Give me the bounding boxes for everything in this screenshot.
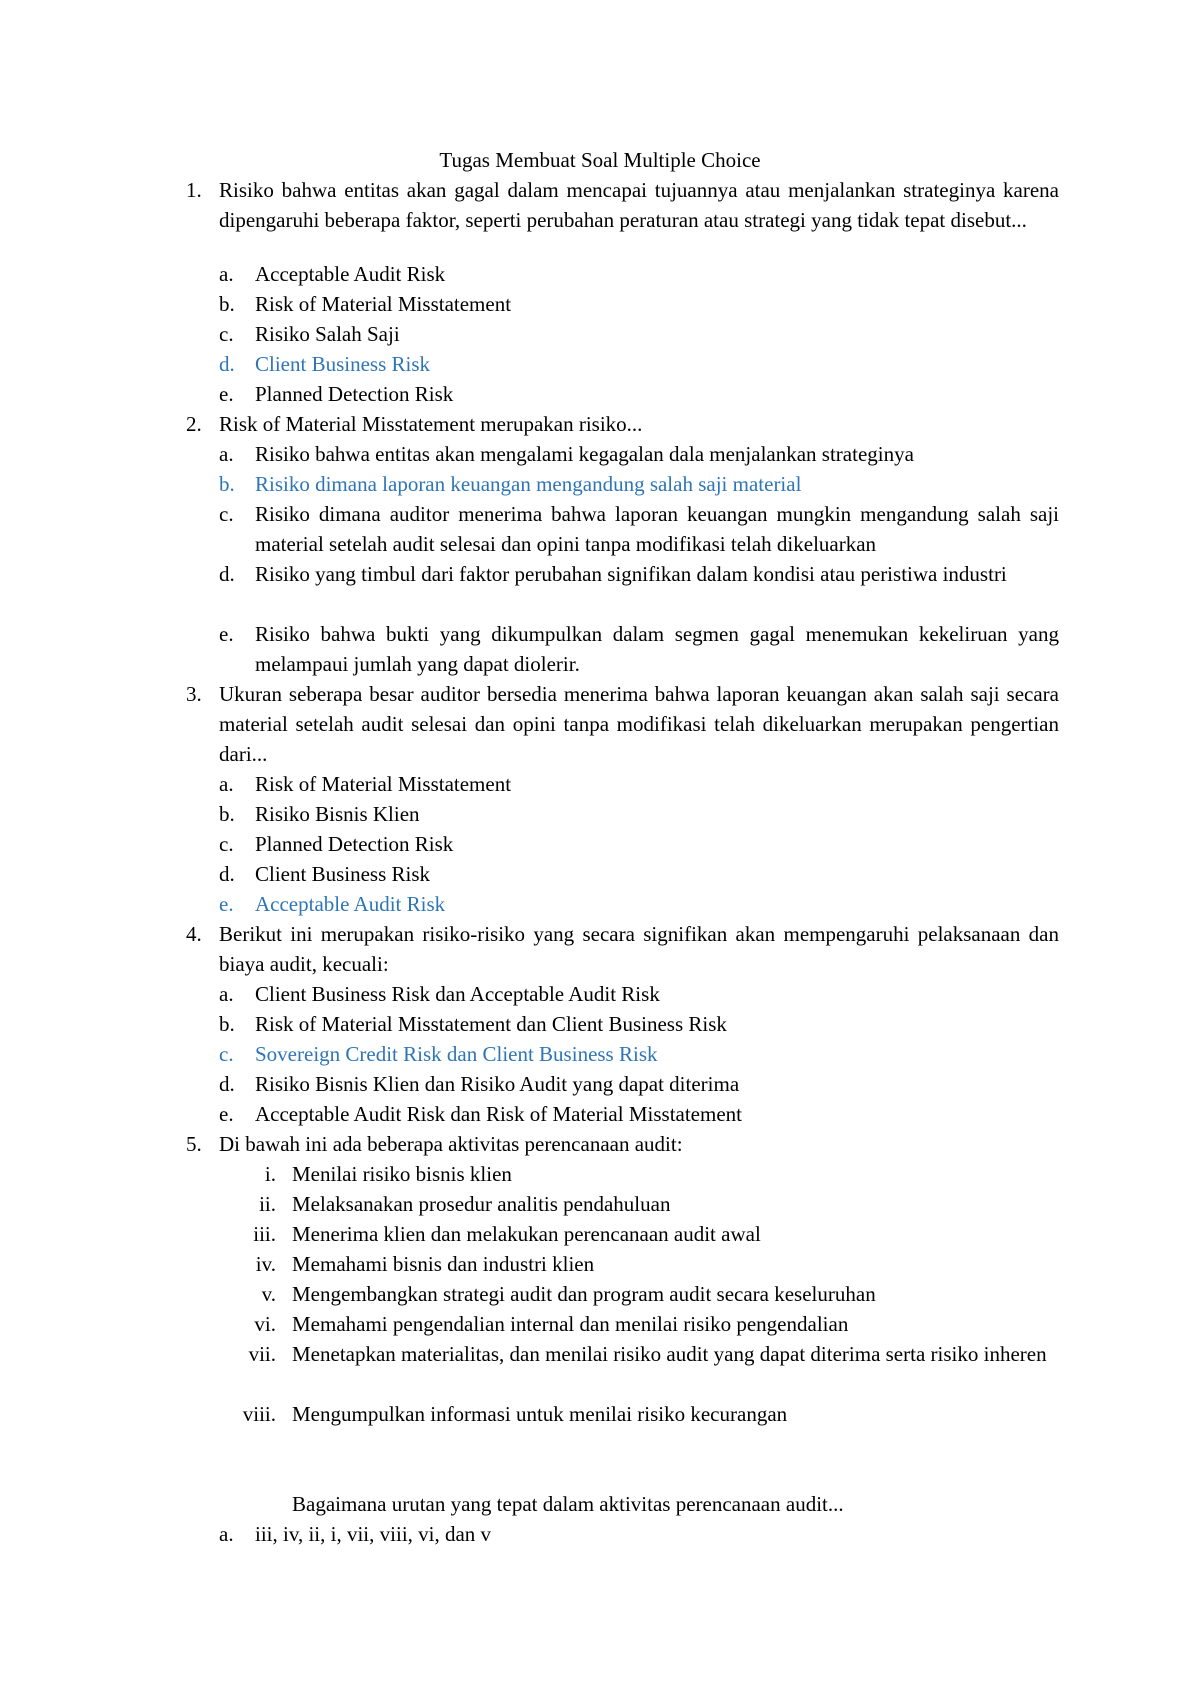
- option-letter: c.: [219, 1042, 234, 1066]
- question-text: Berikut ini merupakan risiko-risiko yang secara signifikan akan mempengaruhi pelaksanaan dan biaya audit, kecuali:: [219, 922, 1059, 976]
- activity-text: Memahami bisnis dan industri klien: [292, 1252, 595, 1276]
- option-letter: b.: [219, 292, 235, 316]
- activity-text: Menerima klien dan melakukan perencanaan audit awal: [292, 1222, 761, 1246]
- option-text: Risiko Bisnis Klien dan Risiko Audit yang dapat diterima: [255, 1072, 740, 1096]
- activity-text: Menetapkan materialitas, dan menilai risiko audit yang dapat diterima serta risiko inheren: [292, 1342, 1047, 1366]
- question-number: 2.: [186, 412, 202, 436]
- activity-text: Mengumpulkan informasi untuk menilai risiko kecurangan: [292, 1402, 788, 1426]
- option-text: Risk of Material Misstatement dan Client Business Risk: [255, 1012, 727, 1036]
- activity-text: Mengembangkan strategi audit dan program audit secara keseluruhan: [292, 1282, 876, 1306]
- option-letter: b.: [219, 1012, 235, 1036]
- option-letter: d.: [219, 562, 235, 586]
- option-text: Risiko yang timbul dari faktor perubahan signifikan dalam kondisi atau peristiwa industri: [255, 562, 1007, 586]
- option-text: Client Business Risk dan Acceptable Audit Risk: [255, 982, 660, 1006]
- activity-text: Melaksanakan prosedur analitis pendahuluan: [292, 1192, 671, 1216]
- question-number: 3.: [186, 682, 202, 706]
- question-text: Risiko bahwa entitas akan gagal dalam mencapai tujuannya atau menjalankan strateginya karena dipengaruhi beberapa faktor, seperti perubahan peraturan atau strategi yang tidak tepat disebut...: [219, 178, 1059, 232]
- option-letter: e.: [219, 1102, 234, 1126]
- option-letter: a.: [219, 1522, 234, 1546]
- option-letter: c.: [219, 832, 234, 856]
- followup-question: Bagaimana urutan yang tepat dalam aktivitas perencanaan audit...: [292, 1492, 844, 1516]
- option-letter: a.: [219, 772, 234, 796]
- option-letter: e.: [219, 382, 234, 406]
- option-text: Planned Detection Risk: [255, 382, 454, 406]
- roman-numeral: vi.: [254, 1312, 276, 1336]
- option-letter: c.: [219, 322, 234, 346]
- roman-numeral: i.: [264, 1162, 276, 1186]
- activity-text: Memahami pengendalian internal dan menilai risiko pengendalian: [292, 1312, 849, 1336]
- roman-numeral: iv.: [255, 1252, 276, 1276]
- question-text: Di bawah ini ada beberapa aktivitas perencanaan audit:: [219, 1132, 683, 1156]
- roman-numeral: vii.: [248, 1342, 276, 1366]
- question-text: Ukuran seberapa besar auditor bersedia menerima bahwa laporan keuangan akan salah saji secara material setelah audit selesai dan opini tanpa modifikasi telah dikeluarkan merupakan pengertian dari...: [219, 682, 1059, 766]
- option-letter: b.: [219, 472, 235, 496]
- option-text: Risiko Salah Saji: [255, 322, 400, 346]
- option-text: Acceptable Audit Risk: [255, 262, 446, 286]
- option-text: Risk of Material Misstatement: [255, 772, 512, 796]
- roman-numeral: ii.: [259, 1192, 276, 1216]
- option-letter: d.: [219, 862, 235, 886]
- activity-text: Menilai risiko bisnis klien: [292, 1162, 512, 1186]
- question-number: 5.: [186, 1132, 202, 1156]
- option-text: iii, iv, ii, i, vii, viii, vi, dan v: [255, 1522, 492, 1546]
- option-text: Risiko dimana laporan keuangan mengandung salah saji material: [255, 472, 802, 496]
- option-text: Client Business Risk: [255, 352, 431, 376]
- option-letter: d.: [219, 352, 235, 376]
- option-text: Risiko Bisnis Klien: [255, 802, 420, 826]
- option-letter: c.: [219, 502, 234, 526]
- option-text: Risk of Material Misstatement: [255, 292, 512, 316]
- question-text: Risk of Material Misstatement merupakan risiko...: [219, 412, 643, 436]
- option-letter: d.: [219, 1072, 235, 1096]
- option-text: Sovereign Credit Risk dan Client Business Risk: [255, 1042, 658, 1066]
- option-letter: e.: [219, 622, 234, 646]
- roman-numeral: viii.: [242, 1402, 276, 1426]
- option-text: Planned Detection Risk: [255, 832, 454, 856]
- option-text: Risiko bahwa bukti yang dikumpulkan dalam segmen gagal menemukan kekeliruan yang melampaui jumlah yang dapat diolerir.: [255, 622, 1059, 676]
- option-letter: b.: [219, 802, 235, 826]
- document-title: Tugas Membuat Soal Multiple Choice: [439, 148, 761, 172]
- question-number: 4.: [186, 922, 202, 946]
- option-letter: a.: [219, 982, 234, 1006]
- option-letter: a.: [219, 262, 234, 286]
- option-text: Risiko dimana auditor menerima bahwa laporan keuangan mungkin mengandung salah saji material setelah audit selesai dan opini tanpa modifikasi telah dikeluarkan: [255, 502, 1059, 556]
- option-text: Acceptable Audit Risk: [255, 892, 446, 916]
- option-text: Acceptable Audit Risk dan Risk of Material Misstatement: [255, 1102, 742, 1126]
- option-letter: e.: [219, 892, 234, 916]
- option-letter: a.: [219, 442, 234, 466]
- option-text: Client Business Risk: [255, 862, 431, 886]
- option-text: Risiko bahwa entitas akan mengalami kegagalan dala menjalankan strateginya: [255, 442, 914, 466]
- roman-numeral: iii.: [253, 1222, 276, 1246]
- roman-numeral: v.: [261, 1282, 276, 1306]
- question-number: 1.: [186, 178, 202, 202]
